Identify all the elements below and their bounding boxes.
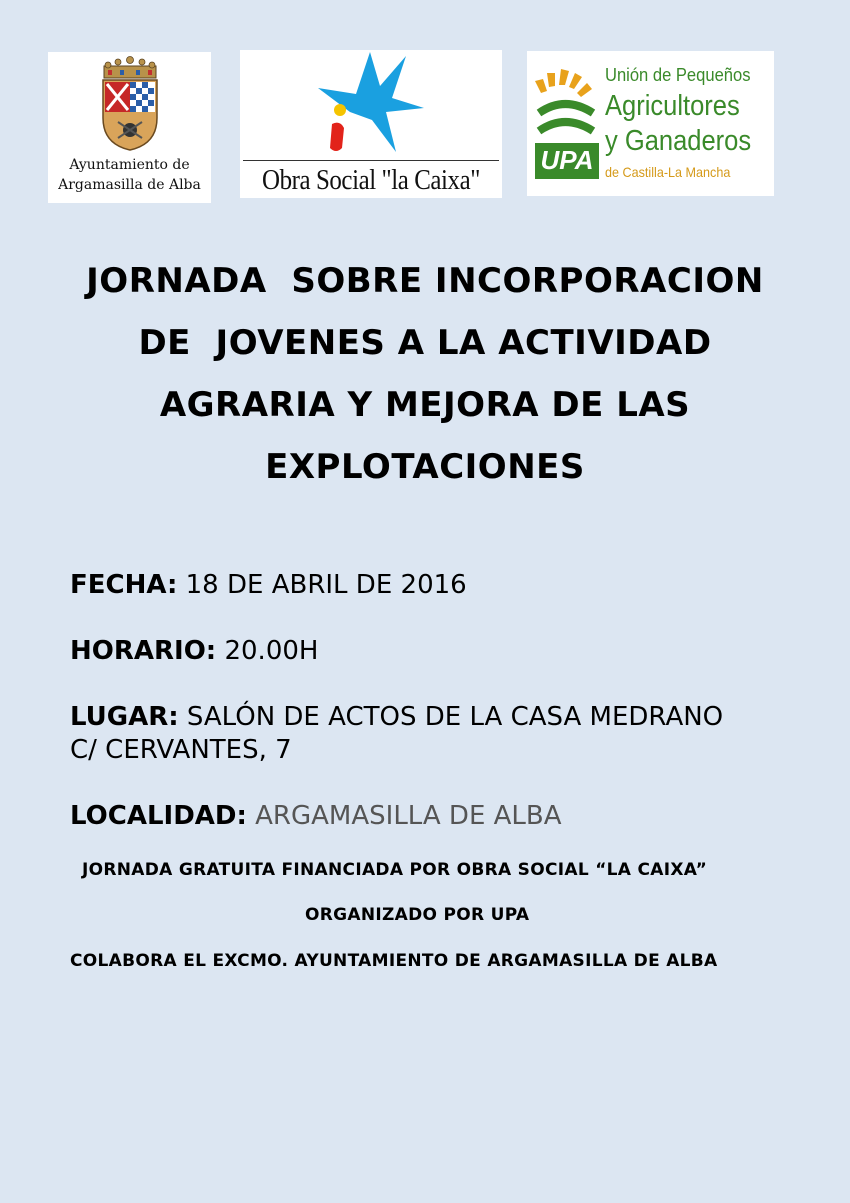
fecha-row: [70, 569, 467, 601]
title-line4: EXPLOTACIONES: [265, 447, 585, 487]
ayuntamiento-logo: [48, 52, 211, 203]
horario-row: [70, 635, 318, 667]
horario-label: HORARIO:: [70, 636, 217, 666]
upa-logo: [527, 51, 774, 196]
caixa-logo: [240, 50, 502, 198]
lugar-label: LUGAR:: [70, 702, 179, 732]
lugar-row: [70, 701, 723, 733]
lugar-value: SALÓN DE ACTOS DE LA CASA MEDRANO: [186, 702, 724, 732]
fecha-label: FECHA:: [70, 570, 178, 600]
upa-line4: de Castilla-La Mancha: [605, 164, 731, 180]
title-line2: DE JOVENES A LA ACTIVIDAD: [138, 323, 712, 363]
ayuntamiento-line1: Ayuntamiento de: [69, 157, 190, 173]
localidad-label: LOCALIDAD:: [70, 801, 247, 831]
ayuntamiento-line2: Argamasilla de Alba: [58, 177, 201, 193]
title-line1: JORNADA SOBRE INCORPORACION: [86, 261, 764, 301]
caixa-star-icon: [240, 50, 502, 158]
footer-financing: JORNADA GRATUITA FINANCIADA POR OBRA SOCIAL “LA CAIXA”: [82, 860, 708, 880]
upa-line3: y Ganaderos: [605, 125, 752, 157]
caixa-name: Obra Social "la Caixa": [262, 164, 480, 196]
lugar-address: C/ CERVANTES, 7: [70, 735, 292, 765]
localidad-value: ARGAMASILLA DE ALBA: [255, 801, 562, 831]
upa-line1: Unión de Pequeños: [605, 65, 751, 85]
caixa-divider: [243, 160, 499, 161]
upa-line2: Agricultores: [605, 90, 740, 122]
horario-value: 20.00H: [224, 636, 319, 666]
footer-collaborator: COLABORA EL EXCMO. AYUNTAMIENTO DE ARGAMASILLA DE ALBA: [70, 951, 718, 971]
localidad-row: [70, 800, 562, 832]
coat-of-arms-icon: [48, 56, 211, 156]
title-line3: AGRARIA Y MEJORA DE LAS: [159, 385, 691, 425]
footer-organizer: ORGANIZADO POR UPA: [305, 905, 530, 925]
upa-badge: UPA: [540, 145, 594, 175]
event-title: [40, 250, 810, 498]
fecha-value: 18 DE ABRIL DE 2016: [185, 570, 467, 600]
